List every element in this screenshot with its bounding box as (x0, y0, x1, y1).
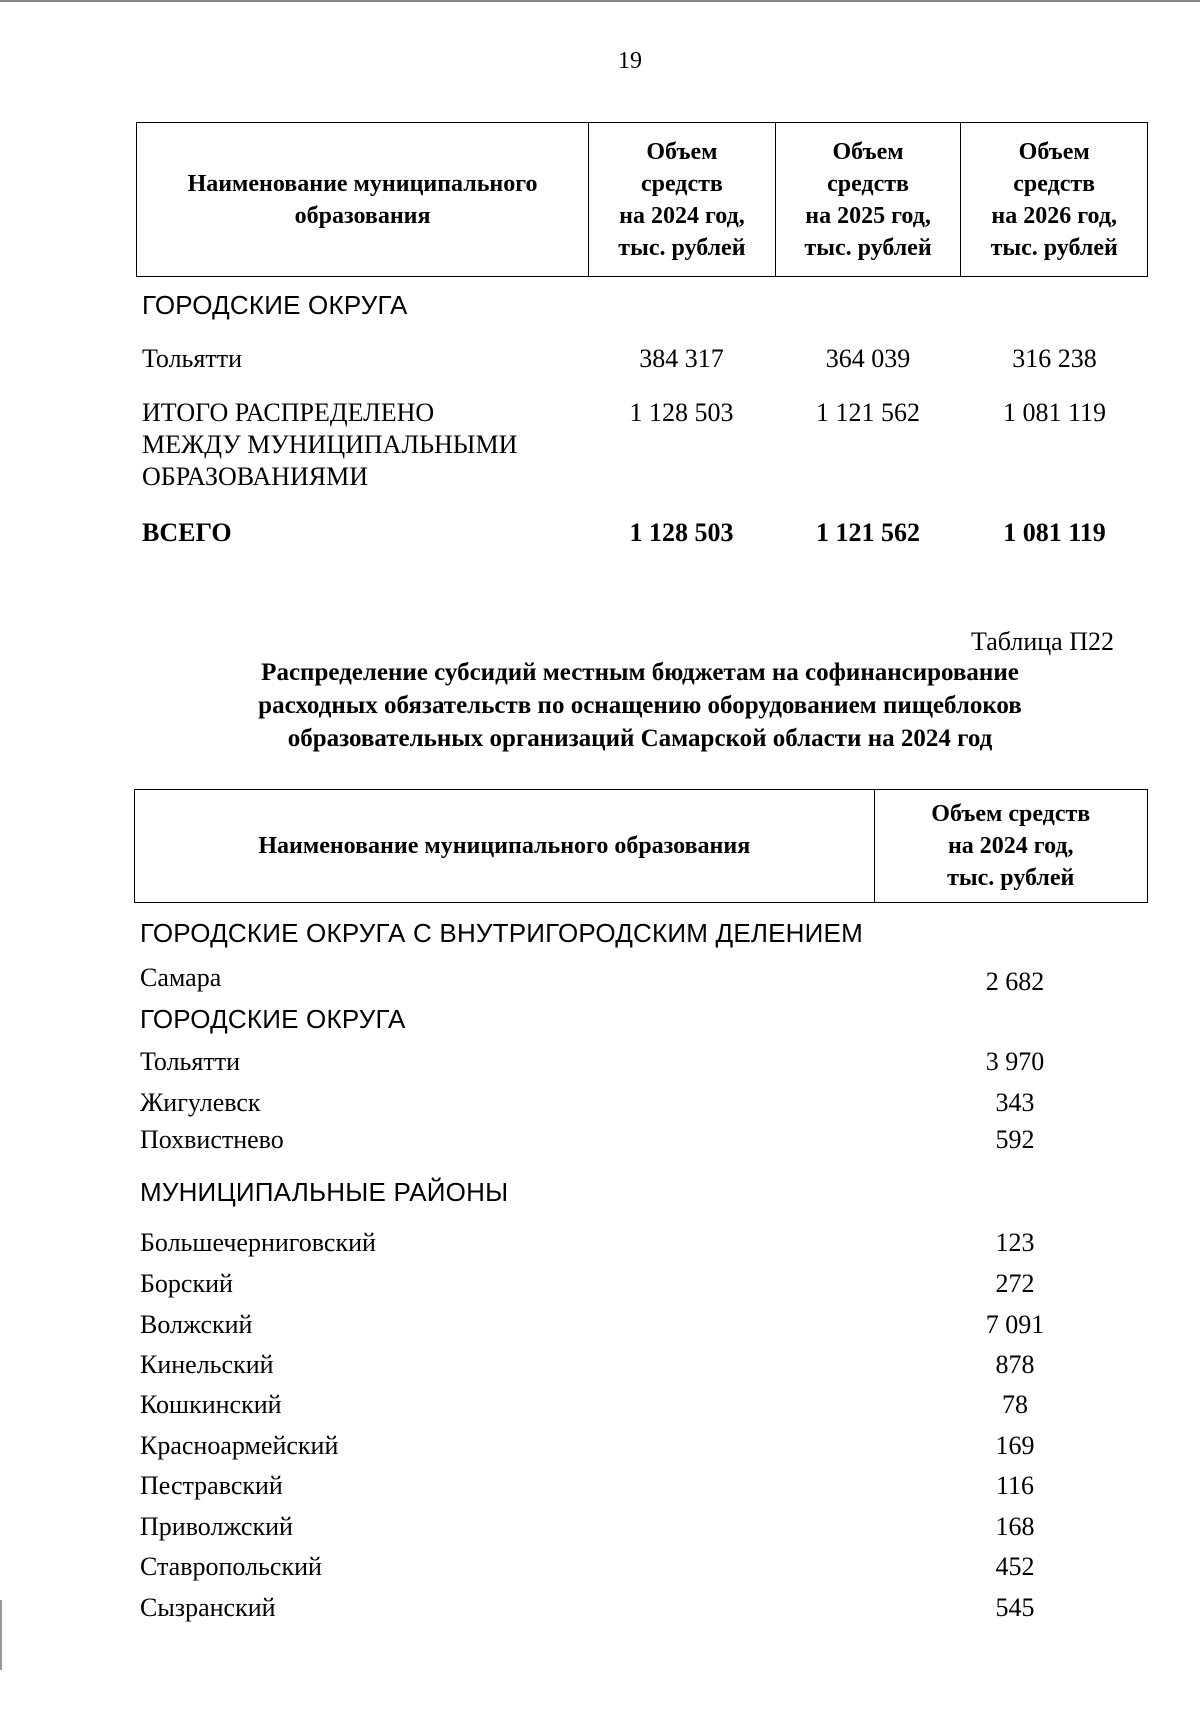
table2-row-name: Волжский (140, 1310, 253, 1339)
table2-row-name: Самара (140, 963, 222, 992)
table2-row-value: 7 091 (985, 1310, 1045, 1339)
table1-row-value-2024: 384 317 (639, 344, 724, 373)
table2-row-name: Большечерниговский (140, 1228, 376, 1257)
page-number: 19 (618, 48, 642, 74)
table2-row-value: 123 (995, 1228, 1035, 1257)
table2-row-name: Ставропольский (140, 1552, 322, 1581)
table2-row-value: 3 970 (985, 1047, 1045, 1076)
table1-total-value-2024: 1 128 503 (629, 518, 734, 547)
table2-row-value: 343 (995, 1088, 1035, 1117)
table2-row-value: 2 682 (985, 967, 1045, 996)
table1-header-2026: Объем средств на 2026 год, тыс. рублей (960, 123, 1147, 276)
table2-row-value: 169 (995, 1431, 1035, 1460)
table2-row-value: 452 (995, 1552, 1035, 1581)
table1-section-title: ГОРОДСКИЕ ОКРУГА (142, 290, 408, 320)
table2-section-title: ГОРОДСКИЕ ОКРУГА С ВНУТРИГОРОДСКИМ ДЕЛЕНИЕМ (140, 918, 863, 948)
table1-itogo-value-2025: 1 121 562 (816, 398, 920, 427)
table1-itogo-value-2024: 1 128 503 (629, 398, 734, 427)
table2-row-value: 545 (995, 1593, 1035, 1622)
table1-header-2025: Объем средств на 2025 год, тыс. рублей (775, 123, 961, 276)
table1-total-value-2026: 1 081 119 (1003, 518, 1106, 547)
table2-title: Распределение субсидий местным бюджетам на софинансирование расходных обязательств по оснащению оборудованием пищеблоков образовательных организаций Самарской области на 2024 год (258, 659, 1022, 752)
table2-row-value: 878 (995, 1350, 1035, 1379)
table2-row-name: Сызранский (140, 1593, 276, 1622)
table2-row-value: 168 (995, 1512, 1035, 1541)
table2-header-name: Наименование муниципального образования (258, 833, 751, 859)
table1-row-value-2025: 364 039 (825, 344, 911, 373)
table2-row-name: Жигулевск (140, 1088, 261, 1117)
table2-row-name: Пестравский (140, 1471, 283, 1500)
table2-row-name: Кинельский (140, 1350, 274, 1379)
table2-row-name: Похвистнево (140, 1125, 284, 1154)
scan-edge-line (0, 0, 1200, 2)
table1-itogo-value-2026: 1 081 119 (1002, 398, 1107, 427)
table2-row-name: Тольятти (140, 1047, 241, 1076)
table2-row-name: Кошкинский (140, 1390, 282, 1419)
table2-row-value: 78 (1002, 1390, 1028, 1419)
table2-row-name: Приволжский (140, 1512, 293, 1541)
table1-header-2024: Объем средств на 2024 год, тыс. рублей (588, 123, 775, 276)
table1-row-value-2026: 316 238 (1012, 344, 1097, 373)
table2-row-name: Борский (140, 1269, 233, 1298)
table2-header (134, 789, 1148, 903)
table1-row-name: Тольятти (142, 344, 243, 373)
table1-header-name: Наименование муниципального образования (187, 170, 538, 229)
table1-itogo-label: ИТОГО РАСПРЕДЕЛЕНО МЕЖДУ МУНИЦИПАЛЬНЫМИ ОБРАЗОВАНИЯМИ (142, 398, 518, 491)
table2-header-2024: Объем средств на 2024 год, тыс. рублей (874, 790, 1147, 902)
table2-row-value: 116 (995, 1471, 1035, 1500)
table1-total-label: ВСЕГО (142, 518, 232, 547)
table2-section-title: ГОРОДСКИЕ ОКРУГА (140, 1004, 406, 1034)
table1-total-value-2025: 1 121 562 (816, 518, 920, 547)
table2-row-name: Красноармейский (140, 1431, 339, 1460)
table2-section-title: МУНИЦИПАЛЬНЫЕ РАЙОНЫ (140, 1177, 509, 1207)
table2-row-value: 592 (995, 1125, 1035, 1154)
table1-header (136, 122, 1148, 277)
scan-margin-mark (0, 1600, 2, 1670)
table2-row-value: 272 (995, 1269, 1035, 1298)
table-number: Таблица П22 (971, 627, 1114, 656)
